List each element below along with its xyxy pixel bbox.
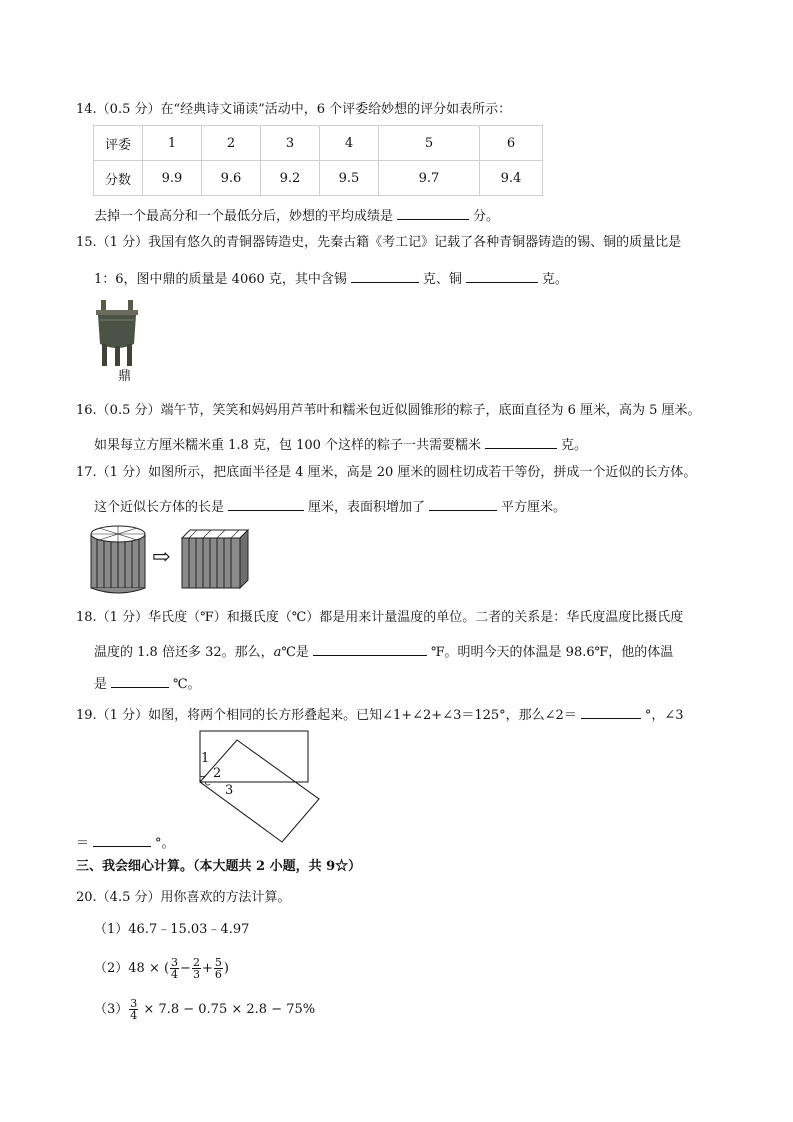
table-cell: 6 xyxy=(480,126,543,161)
table-cell: 5 xyxy=(379,126,480,161)
q20-item1: （1）46.7﹣15.03﹣4.97 xyxy=(94,922,250,937)
q20-item3-text: × 7.8 − 0.75 × 2.8 − 75% xyxy=(143,1002,316,1017)
q19-text: °。 xyxy=(155,836,175,851)
q18-line2 xyxy=(94,641,673,662)
q16-text: 克。 xyxy=(561,438,588,453)
answer-blank[interactable] xyxy=(111,673,169,688)
numerator: 2 xyxy=(192,956,200,969)
fraction xyxy=(170,957,179,980)
q18-text: 是 xyxy=(94,677,108,692)
q15-text: 克、铜 xyxy=(422,272,462,287)
q16-text: 如果每立方厘米糯米重 1.8 克，包 100 个这样的粽子一共需要糯米 xyxy=(94,438,482,453)
table-cell: 1 xyxy=(143,126,202,161)
q17-text: 平方厘米。 xyxy=(501,500,567,515)
q15-line2 xyxy=(94,268,568,289)
q19-text: °，∠3 xyxy=(644,708,684,723)
q15-line1: 15.（1 分）我国有悠久的青铜器铸造史，先秦古籍《考工记》记载了各种青铜器铸造的锡、铜的质量比是 xyxy=(76,235,682,250)
q18-line3 xyxy=(94,673,201,694)
table-row xyxy=(94,126,543,161)
table-cell: 4 xyxy=(320,126,379,161)
q19-line1 xyxy=(76,704,684,725)
q20-item2-text: ) xyxy=(223,961,229,976)
q15-text: 克。 xyxy=(541,272,568,287)
q18-text: ℃是 xyxy=(281,645,309,660)
table-cell: 评委 xyxy=(94,126,143,161)
fraction xyxy=(192,957,201,980)
q20-item3 xyxy=(94,997,315,1023)
cylinder-image xyxy=(88,524,150,594)
answer-blank[interactable] xyxy=(351,268,419,283)
q14-followup-unit: 分。 xyxy=(473,209,500,224)
answer-blank[interactable] xyxy=(429,496,497,511)
q20-item2-text: （2）48 × ( xyxy=(94,961,170,976)
table-cell: 9.5 xyxy=(320,161,379,196)
cuboid-image xyxy=(180,524,252,590)
ding-caption: 鼎 xyxy=(118,369,132,384)
q17-line2 xyxy=(94,496,566,517)
answer-blank[interactable] xyxy=(397,205,469,220)
q17-text: 厘米，表面积增加了 xyxy=(308,500,426,515)
table-cell: 9.7 xyxy=(379,161,480,196)
table-cell: 9.6 xyxy=(202,161,261,196)
operator: − xyxy=(180,961,191,976)
q18-text: ℃。 xyxy=(173,677,201,692)
table-row xyxy=(94,161,543,196)
q18-line1: 18.（1 分）华氏度（℉）和摄氏度（℃）都是用来计量温度的单位。二者的关系是：华氏度温度比摄氏度 xyxy=(76,610,684,625)
q19-text: ＝ xyxy=(76,836,90,851)
angle-label-1: 1 xyxy=(201,751,210,766)
answer-blank[interactable] xyxy=(466,268,538,283)
q19-line2 xyxy=(76,832,175,853)
table-cell: 9.9 xyxy=(143,161,202,196)
numerator: 3 xyxy=(171,956,179,969)
denominator: 3 xyxy=(192,968,200,981)
q14-followup xyxy=(94,205,499,226)
arrow-icon: ⇨ xyxy=(152,545,171,570)
table-cell: 3 xyxy=(261,126,320,161)
operator: + xyxy=(201,961,213,976)
numerator: 3 xyxy=(130,997,138,1010)
variable-a: a xyxy=(273,645,282,660)
numerator: 5 xyxy=(214,956,222,969)
q14-stem: 14.（0.5 分）在“经典诗文诵读”活动中，6 个评委给妙想的评分如表所示： xyxy=(76,102,512,117)
answer-blank[interactable] xyxy=(485,434,557,449)
answer-blank[interactable] xyxy=(228,496,304,511)
fraction xyxy=(129,998,138,1021)
q14-score-table xyxy=(93,125,543,196)
answer-blank[interactable] xyxy=(581,704,641,719)
q20-stem: 20.（4.5 分）用你喜欢的方法计算。 xyxy=(76,890,291,905)
table-cell: 2 xyxy=(202,126,261,161)
q20-item3-text: （3） xyxy=(94,1002,129,1017)
q20-item2 xyxy=(94,956,229,982)
section-3-title: 三、我会细心计算。（本大题共 2 小题，共 9☆） xyxy=(76,859,362,874)
denominator: 4 xyxy=(171,968,179,981)
table-cell: 9.2 xyxy=(261,161,320,196)
q15-text: 1：6，图中鼎的质量是 4060 克，其中含锡 xyxy=(94,272,347,287)
denominator: 4 xyxy=(130,1009,138,1022)
q19-text: 19.（1 分）如图，将两个相同的长方形叠起来。已知∠1+∠2+∠3＝125°，那么∠2＝ xyxy=(76,708,577,723)
q18-text: ℉。明明今天的体温是 98.6℉，他的体温 xyxy=(430,645,674,660)
answer-blank[interactable] xyxy=(93,832,151,847)
denominator: 6 xyxy=(214,968,222,981)
angle-label-2: 2 xyxy=(213,766,222,781)
fraction xyxy=(214,957,223,980)
q17-text: 这个近似长方体的长是 xyxy=(94,500,225,515)
table-cell: 9.4 xyxy=(480,161,543,196)
q16-line2 xyxy=(94,434,587,455)
q17-line1: 17.（1 分）如图所示，把底面半径是 4 厘米，高是 20 厘米的圆柱切成若干等份，拼成一个近似的长方体。 xyxy=(76,465,697,480)
table-cell: 分数 xyxy=(94,161,143,196)
q18-text: 温度的 1.8 倍还多 32。那么， xyxy=(94,645,274,660)
overlapping-rectangles-figure xyxy=(196,728,326,846)
q16-line1: 16.（0.5 分）端午节，笑笑和妈妈用芦苇叶和糯米包近似圆锥形的粽子，底面直径为 6 厘米，高为 5 厘米。 xyxy=(76,403,701,418)
angle-label-3: 3 xyxy=(225,783,234,798)
q14-followup-text: 去掉一个最高分和一个最低分后，妙想的平均成绩是 xyxy=(94,209,394,224)
answer-blank[interactable] xyxy=(313,641,427,656)
